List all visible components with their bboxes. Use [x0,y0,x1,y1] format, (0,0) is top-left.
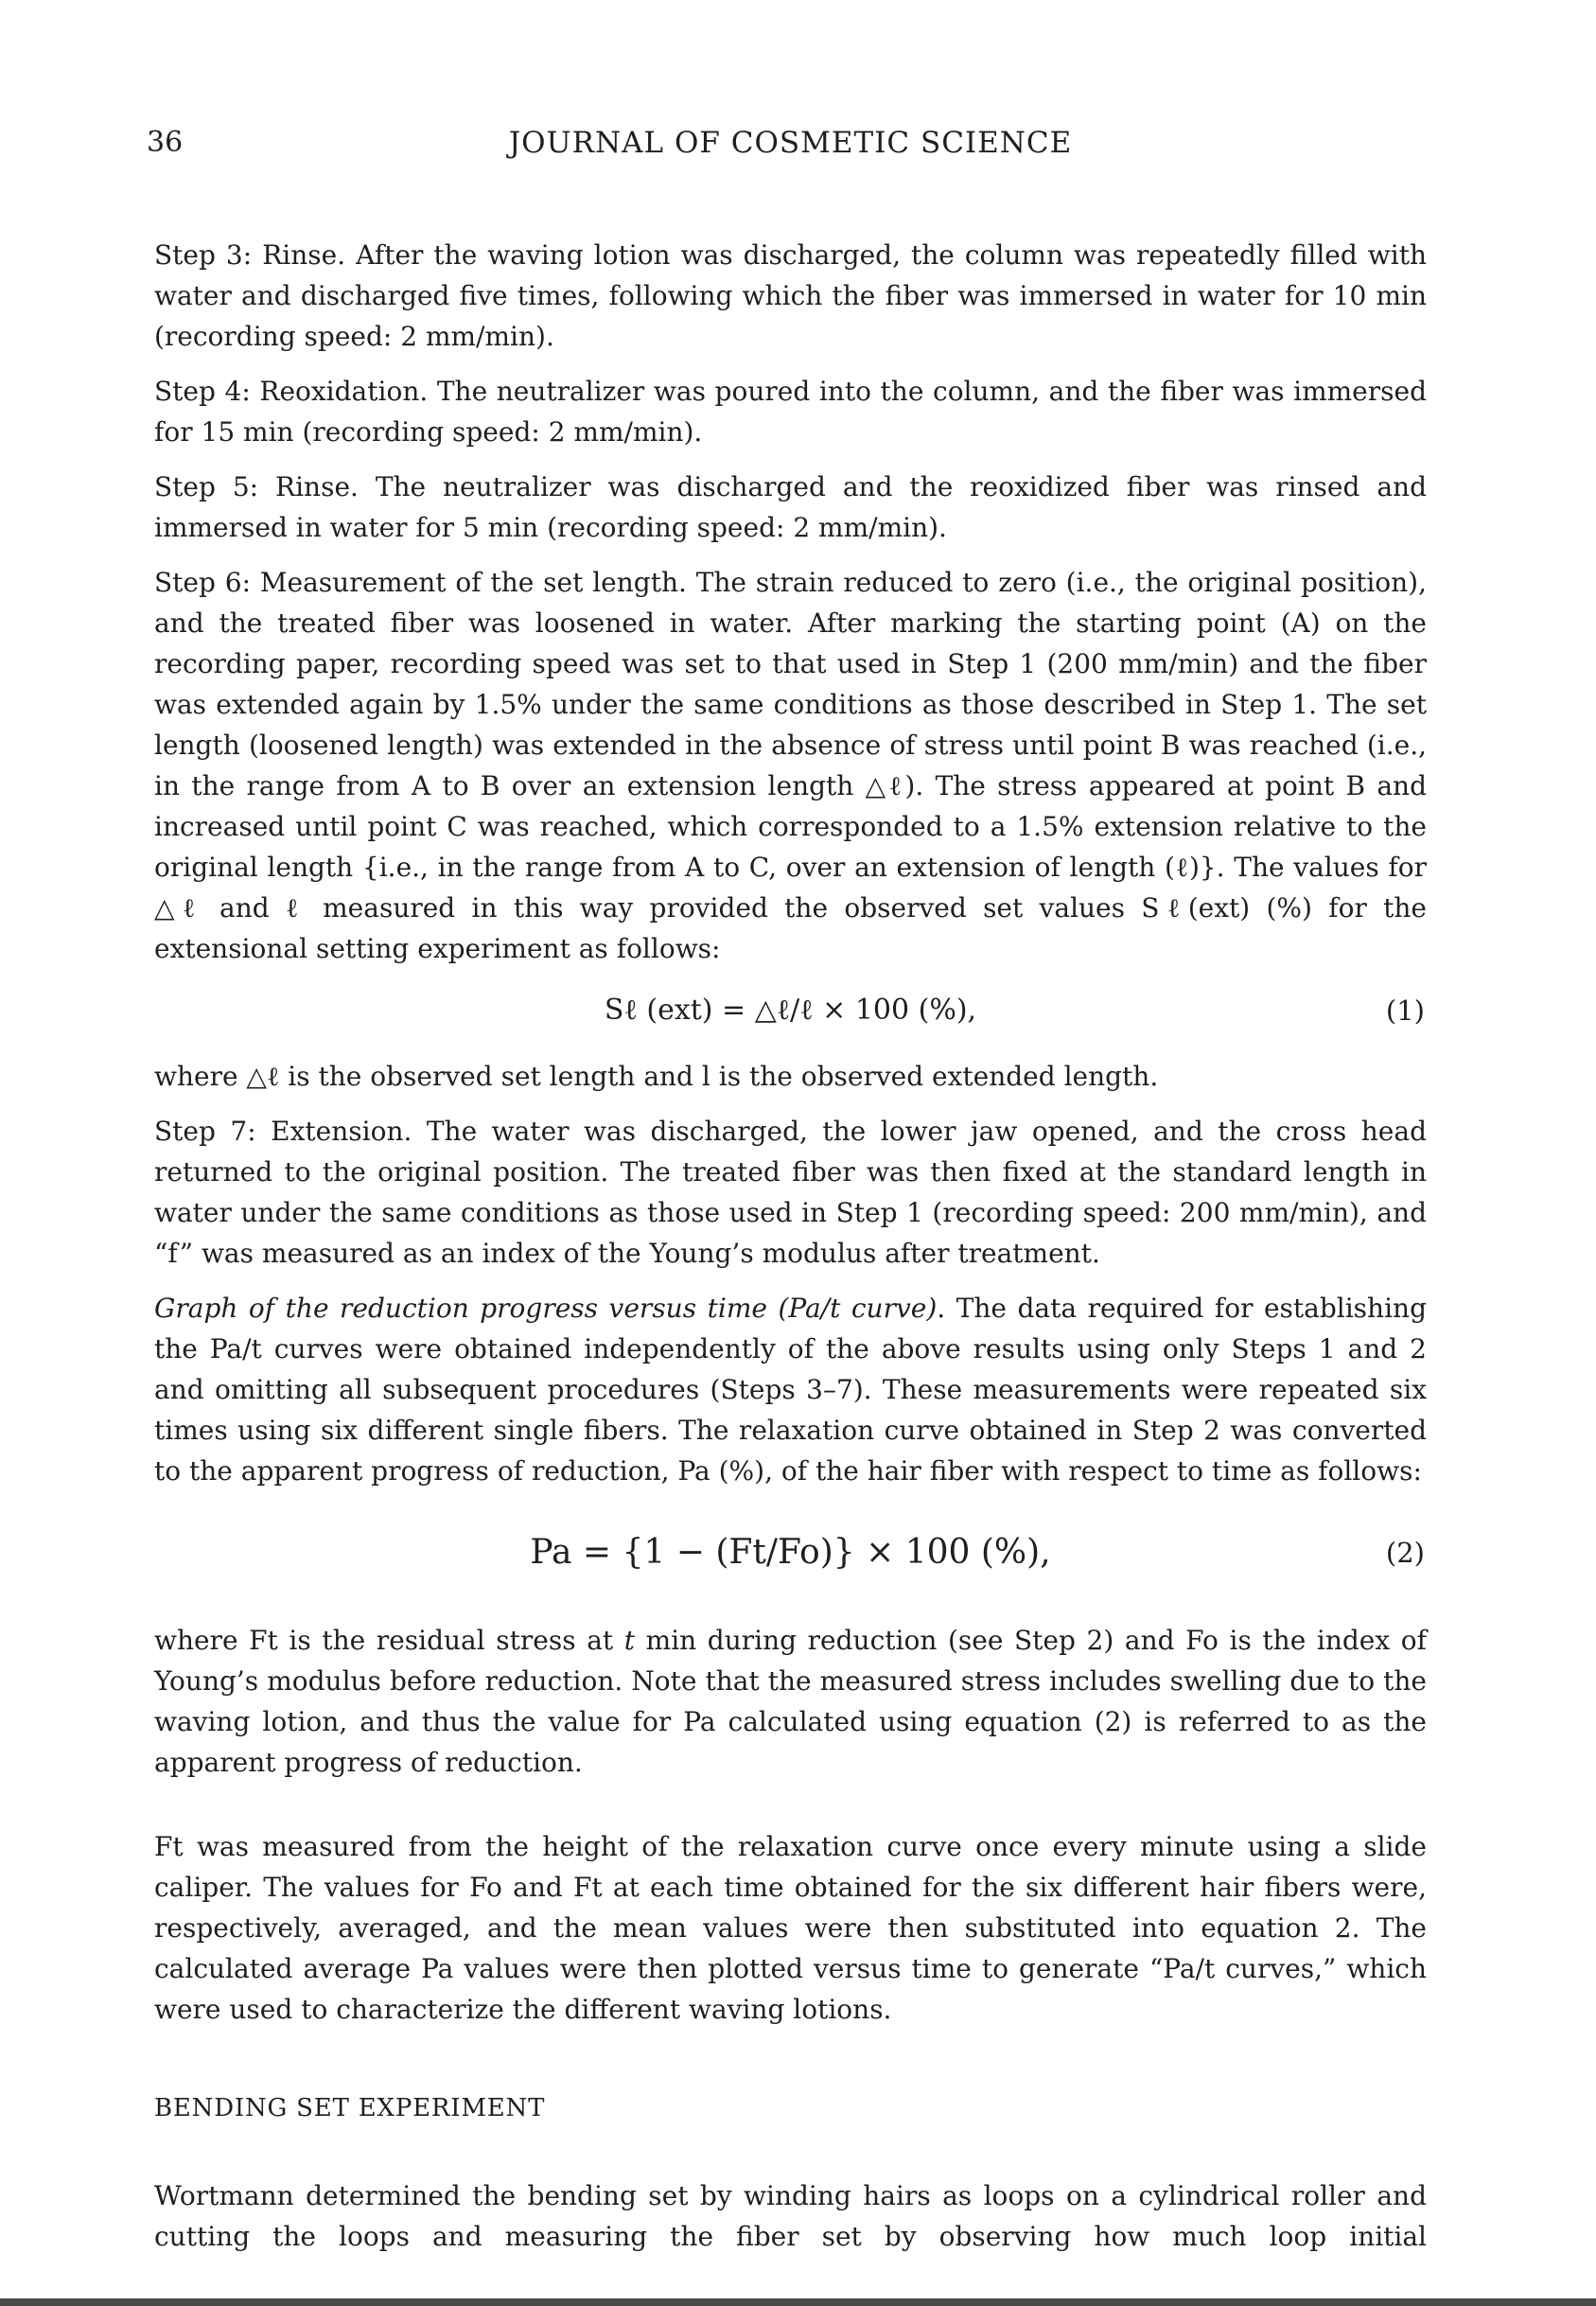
italic-text-run: t [623,1625,636,1656]
paragraph [154,2175,1427,2257]
scan-bottom-edge [0,2298,1596,2306]
text-run: Ft was measured from the height of the relaxation curve once every minute using a slide caliper. The values for Fo and Ft at each time obtained for the six different hair fibers were, respectively, averaged, and the mean values were then substituted into equation 2. The calculated average Pa values were then plotted versus time to generate “Pa/t curves,” which were used to characterize the different waving lotions. [154,1831,1427,2025]
paragraph [154,1288,1427,1491]
paragraph [154,1826,1427,2030]
text-run: Step 5: Rinse. The neutralizer was discharged and the reoxidized fiber was rinsed and immersed in water for 5 min (recording speed: 2 mm/min). [154,471,1427,543]
paragraph [154,466,1427,548]
text-run: Step 7: Extension. The water was discharged, the lower jaw opened, and the cross head returned to the original position. The treated fiber was then fixed at the standard length in water under the same conditions as those used in Step 1 (recording speed: 200 mm/min), and “f” was measured as an index of the Young’s modulus after treatment. [154,1116,1427,1269]
text-run: Step 4: Reoxidation. The neutralizer was poured into the column, and the fiber was immersed for 15 min (recording speed: 2 mm/min). [154,376,1427,448]
text-run: Step 3: Rinse. After the waving lotion was discharged, the column was repeatedly filled with water and discharged five times, following which the fiber was immersed in water for 10 min (recording speed: 2 mm/min). [154,239,1427,352]
equation [154,990,1427,1031]
paragraph [154,1056,1427,1097]
page-number: 36 [147,126,184,159]
paragraph [154,562,1427,969]
section-heading: BENDING SET EXPERIMENT [154,2094,546,2122]
text-run: Step 6: Measurement of the set length. The strain reduced to zero (i.e., the original position), and the treated fiber was loosened in water. After marking the starting point (A) on the recording paper, recording speed was set to that used in Step 1 (200 mm/min) and the fiber was extended again by 1.5% under the same conditions as those described in Step 1. The set length (loosened length) was extended in the absence of stress until point B was reached (i.e., in the range from A to B over an extension length △ℓ). The stress appeared at point B and increased until point C was reached, which corresponded to a 1.5% extension relative to the original length {i.e., in the range from A to C, over an extension of length (ℓ)}. The values for △ℓ and ℓ measured in this way provided the observed set values Sℓ(ext) (%) for the extensional setting experiment as follows: [154,567,1427,964]
italic-text-run: Graph of the reduction progress versus time (Pa/t curve) [154,1293,938,1324]
paragraph [154,371,1427,452]
text-run: where △ℓ is the observed set length and l is the observed extended length. [154,1061,1159,1092]
page-body [147,123,1427,2271]
text-run: . The data required for establishing the Pa/t curves were obtained independently of the above results using only Steps 1 and 2 and omitting all subsequent procedures (Steps 3–7). These measurements were repeated six times using six different single fibers. The relaxation curve obtained in Step 2 was converted to the apparent progress of reduction, Pa (%), of the hair fiber with respect to time as follows: [154,1293,1427,1487]
paragraph [154,235,1427,357]
page-content [154,235,1427,2257]
journal-title: JOURNAL OF COSMETIC SCIENCE [508,126,1073,160]
text-run: min during reduction (see Step 2) and Fo is the index of Young’s modulus before reduction. Note that the measured stress includes swelling due to the waving lotion, and thus the value for Pa calculated using equation (2) is referred to as the apparent progress of reduction. [154,1625,1427,1778]
paragraph [154,1111,1427,1274]
text-run: Wortmann determined the bending set by winding hairs as loops on a cylindrical roller and cutting the loops and measuring the fiber set by observing how much loop initial [154,2180,1427,2252]
equation-text: Pa = {1 − (Ft/Fo)} × 100 (%), [530,1533,1051,1572]
equation-number: (1) [1385,995,1425,1027]
equation-text: Sℓ (ext) = △ℓ/ℓ × 100 (%), [604,994,977,1027]
masthead [147,123,1427,163]
equation-number: (2) [1385,1537,1425,1569]
text-run: where Ft is the residual stress at [154,1625,624,1656]
equation [154,1529,1427,1576]
paragraph [154,1620,1427,1783]
